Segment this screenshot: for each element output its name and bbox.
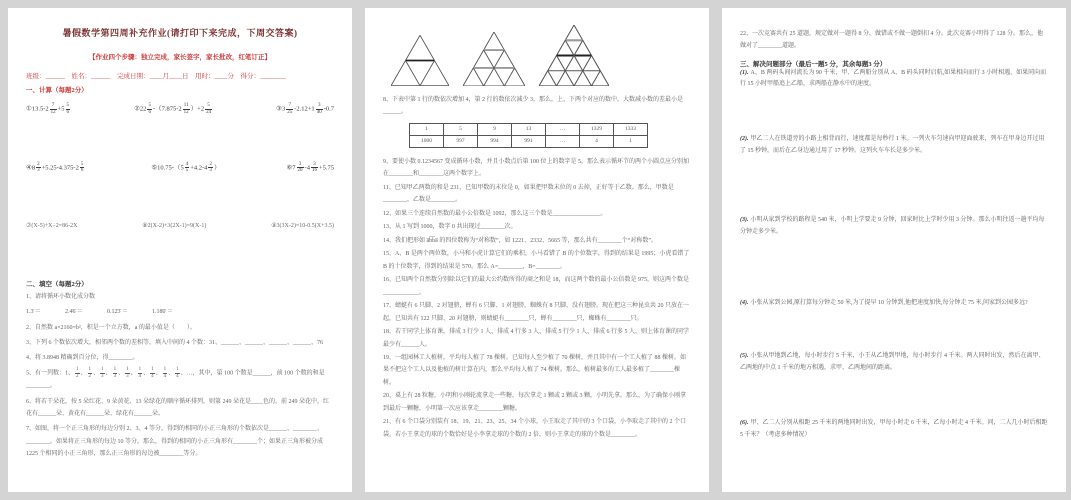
table-cell: 994 — [478, 135, 512, 147]
question-item: 8、下表中第 1 行的数依次增加 4，第 2 行的数依次减少 3，那么，上、下两个对应的数中，大数减小数的差最小是______。 — [383, 97, 684, 116]
calc-problem-1: ①13.5-2 $\frac{7}{12}$ +5 $\frac{5}{6}$ — [26, 103, 70, 115]
problem-text: 小张从甲地到乙地，每小时步行 5 千米，小王从乙地到甲地，每小时步行 4 千米。两人同时出发，然后在离甲、乙两地的中点 1 千米的地方相遇，求甲、乙两地间的距离。 — [740, 353, 1045, 371]
question-item: 13、从 1 写到 1000，数字 0 共出现过________次。 — [383, 224, 517, 231]
problem-text: A、B 两码头间河流长为 90 千米，甲、乙两船分别从 A、B 码头同时启航,如果相向而行 3 小时相遇，如果同向而行 15 小时甲船追上乙船，求两船在静水中的速度。 — [740, 69, 1047, 87]
calc-problem-6: ⑥7 $\frac{3}{20}$ -4 $\frac{3}{16}$ +5.75 — [286, 161, 334, 174]
triangle-2-division-figure — [391, 35, 449, 86]
homework-steps-note: 【作业四个步骤：独立完成，家长签字，家长批改，红笔订正】 — [89, 54, 271, 61]
calc-problem-3: ③3 $\frac{7}{25}$ -2.12+1 $\frac{3}{40}$ -0.7 — [276, 103, 334, 115]
calc-problem-5: ⑤10.75-（5 $\frac{4}{5}$ +4.2-4 $\frac{2}{3}$ ） — [151, 161, 221, 174]
problem-number: (3). — [740, 217, 749, 224]
calc-row-3 — [26, 222, 334, 229]
table-cell: 991 — [512, 135, 546, 147]
table-cell: 1333 — [614, 123, 648, 135]
worksheet-title: 暑假数学第四周补充作业(请打印下来完成，下周交答案) — [62, 28, 298, 38]
problem-text: 小张从家到公园,原打算每分钟走 50 米,为了提早 10 分钟到,他把速度加快,每分钟走 75 米,问家到公园多远? — [750, 299, 1028, 306]
table-cell: 4 — [580, 135, 614, 147]
question-item: 6、将若干朵花，按 5 朵红花、9 朵黄花、13 朵绿花的顺序循环排列，则第 249 朵花是____色的，前 249 朵花中，红花有______朵、黄花有______朵、绿花有______朵。 — [26, 398, 330, 417]
worksheet-page-3 — [722, 8, 1066, 492]
solve-problem-3 — [740, 215, 1048, 238]
equation-problem-9: ⑨3(3X-2)=10-0.5(X+3.5) — [271, 223, 334, 229]
solve-problem-6 — [740, 418, 1048, 441]
table-cell: … — [546, 123, 580, 135]
triangle-3-division-figure — [463, 32, 525, 86]
problem-text: 甲、乙二人分别从相距 25 千米的两地同时出发，甲每小时走 6 千米，乙每小时走 4 千米。问，二人几小时后相距 5 千米？（考虑多种情况） — [740, 420, 1048, 438]
table-cell: … — [546, 135, 580, 147]
problem-number: (2). — [740, 136, 749, 143]
triangle-4-division-figure — [539, 25, 609, 86]
table-row — [410, 123, 648, 135]
table-cell: 1 — [614, 135, 648, 147]
triangle-figures — [391, 24, 691, 86]
problem-text: 小明从家到学校的路程是 540 米，小明上学要走 9 分钟，回家时比上学时少用 3 分钟。那么小明往返一趟平均每分钟走多少米。 — [740, 217, 1045, 235]
problem-number: (4). — [740, 299, 749, 306]
table-cell: 5 — [444, 123, 478, 135]
problem-number: (6). — [740, 420, 749, 427]
section-calc-heading: 一、计算（每题2分） — [26, 87, 88, 94]
worksheet-page-1 — [8, 8, 352, 492]
calc-problem-2: ②22 $\frac{5}{6}$ -（7.875-2 $\frac{11}{12}$ ）+2 $\frac{5}{24}$ — [134, 103, 212, 115]
table-cell: 13 — [512, 123, 546, 135]
equation-problem-8: ⑧2(X-2)+3(2X-1)=9(X-1) — [142, 223, 207, 229]
problem-number: (5). — [740, 353, 749, 360]
problem-number: (1). — [740, 69, 749, 76]
solve-problem-2 — [740, 134, 1048, 157]
solve-problem-1 — [740, 68, 1048, 91]
student-info-line: 班级：______ 姓名：______ 完成日期：____月____日 用时：____分 得分：________ — [26, 73, 286, 80]
calc-problem-4: ④8 $\frac{2}{3}$ +5.25-4.375-2 $\frac{5}{6}$ — [26, 161, 84, 174]
calc-row-1 — [26, 103, 334, 116]
question-item: 14、我们把形如 a̅b̅b̅a̅ 的四位数称为“对称数”，如 1221、2332、5665 等，那么共有________个“对称数”。 — [383, 237, 657, 244]
section-solve-heading: 三、解决问题部分（最后一题5 分，其余每题3 分） — [740, 60, 887, 68]
question-item: 1、请将循环小数化成分数 — [26, 294, 96, 300]
question-item: 12、如果三个连续自然数的最小公倍数是 1092，那么这三个数是________________。 — [383, 210, 607, 217]
table-cell: 1329 — [580, 123, 614, 135]
solve-problem-5 — [740, 351, 1048, 374]
worksheet-page-2 — [365, 8, 709, 492]
question-item: 3、下列 6 个数依次增大，相邻两个数的差相等，填入中间的 4 个数：31、______、______、______、______、76 — [26, 339, 324, 346]
question-item: 4、将 3.8948 精确到百分位，得________。 — [26, 355, 139, 362]
equation-problem-7: ⑦(X-5)+X÷2=86-2X — [26, 223, 78, 229]
number-sequence-table — [409, 123, 648, 148]
question-item: 19、一组园林工人植树，平均每人植了 78 棵树。已知每人至少植了 70 棵树，并且其中有一个工人植了 88 棵树。如果不把这个工人以及他植的树计算在内，那么平均每人植了 74 棵树。那么，植树最多的工人最多植了________棵树。 — [383, 354, 687, 386]
question-item: 20、桌上有 28 粒糖，小明和小刚轮流拿走一些糖，每次拿走 1 颗或 2 颗或 3 颗，小明先拿。那么，为了确保小刚拿到最后一颗糖，小明第一次应该拿走________颗糖。 — [383, 393, 687, 412]
question-item: 15、A、B 是两个两位数，小马和小虎计算它们的乘积，小马看错了 B 的个位数字，得到的结果是 1995；小虎看错了 B 的十位数字，得到的结果是 570。那么 A=________，B=________。 — [383, 251, 690, 270]
table-cell: 1 — [410, 123, 444, 135]
table-cell: 997 — [444, 135, 478, 147]
question-item: 17、蜻蜓有 6 只脚、2 对翅膀，蝉有 6 只脚、1 对翅膀，蜘蛛有 8 只脚、没有翅膀。现在把这三种昆虫共 20 只放在一起，已知共有 122 只脚、20 对翅膀，则蜻蜓有________只，蝉有________只，蜘蛛有________只。 — [383, 303, 690, 322]
table-cell: 9 — [478, 123, 512, 135]
table-cell: 1000 — [410, 135, 444, 147]
question-item: 18、若干同学上体育课，排成 3 行少 1 人、排成 4 行多 3 人、排成 5 行少 1 人、排成 6 行多 5 人，则上体育课的同学最少有______人。 — [383, 329, 690, 348]
question-item: 16、已知两个自然数分别除以它们的最大公约数所得的商之和是 18，而这两个数的最小公倍数是 975，则这两个数是____________。 — [383, 277, 690, 296]
section-fill-heading: 二、填空（每题2分） — [26, 281, 88, 288]
question-item: 7、如图，将一个正三角形的每边分别 2、3、4 等分，得到的相同的小正三角形的个数依次是______、________、________。如果将正三角形的每边 10 等分，那么，得到的相同的小正三角形有________个；如果正三角形被分成 1225 个相同的小正三角形，那么正三角形的每边被________等分。 — [26, 426, 324, 457]
question-item: 9、要使小数 0.1234567 变成循环小数，并且小数点后第 100 位上的数字是 5，那么表示循环节的两个小圆点应分别加在________和________这两个数字上。 — [383, 158, 690, 178]
question-item: 5、有一列数：1、 $\frac{1}{2}$ 、 $\frac{1}{2}$ 、 $\frac{1}{3}$ 、 $\frac{1}{3}$ 、 $\frac{1}{3}$ 、 $\frac{1}{4}$ 、 $\frac{1}{4}$ 、 $\frac{1}{4}$ 、 $\frac{1}{4}$ 、…，其中，第 100 个数是______，前 100 个数的和是________。 — [26, 367, 325, 390]
repeating-decimal-line: 1.3̇ ＝ 2.4̇6̇ ＝ 0.12̇3̇ ＝ 1.18̇0̇ ＝ — [26, 309, 174, 316]
question-item: 2、自然数 a×2160=b²，积是一个立方数，a 的最小值是（ ）。 — [26, 324, 196, 331]
solve-problem-4 — [740, 298, 1048, 309]
problem-text: 甲乙二人在铁道旁的小路上相背而行，速度都是每秒行 1 米。一列火车匀速向甲迎面驶来，列车在甲身边开过用了 15 秒钟，而后在乙身边通过用了 17 秒钟。这列火车车长是多少米。 — [740, 136, 1045, 154]
question-item: 22、一次竞赛共有 25 道题，规定做对一题得 8 分，做错或不做一题倒扣 4 分。此次竞赛小明得了 128 分。那么，他做对了________道题。 — [740, 31, 1044, 50]
table-row — [410, 135, 648, 147]
question-item: 11、已知甲乙两数的和是 231，已知甲数的末位是 0，如果把甲数末位的 0 去掉，正好等于乙数。那么，甲数是________，乙数是________。 — [383, 184, 674, 204]
calc-row-2 — [26, 162, 334, 175]
question-item: 21、有 6 个口袋分别装有 18、19、21、23、25、34 个小球，小王取走了其中的 3 个口袋，小李取走了其中的 2 个口袋。若小王拿走的球的个数恰好是小李拿走球的个数的 2 倍，则小王拿走的球的个数是________。 — [383, 419, 687, 438]
